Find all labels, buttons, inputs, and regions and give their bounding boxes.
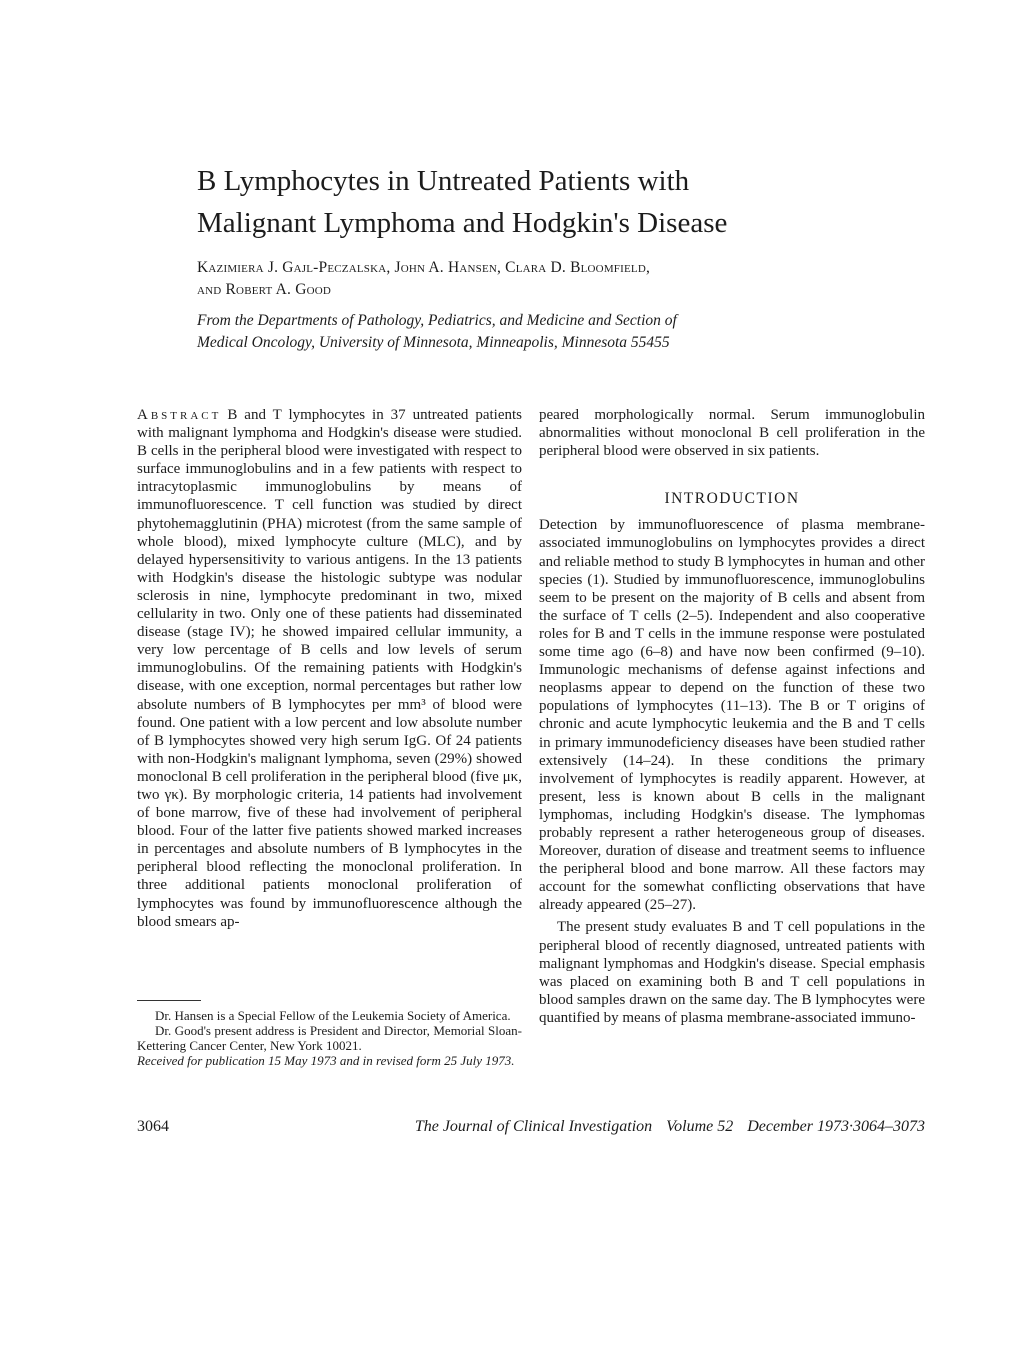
abstract-paragraph xyxy=(137,406,522,931)
affiliation-line-2: Medical Oncology, University of Minnesota, Minneapolis, Minnesota 55455 xyxy=(197,334,670,351)
running-footer xyxy=(361,1118,925,1136)
right-column xyxy=(539,406,925,1027)
footnote-hansen: Dr. Hansen is a Special Fellow of the Leukemia Society of America. xyxy=(155,1008,511,1023)
title-line-2: Malignant Lymphoma and Hodgkin's Disease xyxy=(197,207,728,239)
introduction-paragraph-2: The present study evaluates B and T cell populations in the peripheral blood of recently diagnosed, untreated patients with malignant lymphomas and Hodgkin's disease. Special emphasis was placed on examining both B and T cell populations in blood samples drawn on the same day. The B lymphocytes were quantified by means of plasma membrane-associated immuno- xyxy=(539,919,925,1026)
author-list xyxy=(197,257,797,301)
authors-line-2: and Robert A. Good xyxy=(197,281,332,298)
title-line-1: B Lymphocytes in Untreated Patients with xyxy=(197,165,690,197)
footnotes xyxy=(137,1008,522,1068)
affiliation xyxy=(197,310,837,354)
affiliation-line-1: From the Departments of Pathology, Pediatrics, and Medicine and Section of xyxy=(197,312,677,329)
authors-line-1: Kazimiera J. Gajl-Peczalska, John A. Hansen, Clara D. Bloomfield, xyxy=(197,259,651,276)
journal-date: December 1973·3064–3073 xyxy=(747,1118,925,1135)
left-column xyxy=(137,406,522,931)
journal-name: The Journal of Clinical Investigation xyxy=(414,1118,653,1135)
footnote-good: Dr. Good's present address is President and Director, Memorial Sloan-Kettering Cancer Center, New York 10021. xyxy=(137,1023,522,1053)
footnote-received: Received for publication 15 May 1973 and in revised form 25 July 1973. xyxy=(137,1053,515,1068)
introduction-heading: INTRODUCTION xyxy=(664,490,800,508)
footnote-rule xyxy=(137,1000,201,1001)
introduction-paragraph-1: Detection by immunofluorescence of plasma membrane-associated immunoglobulins on lymphocytes provides a direct and reliable method to study B lymphocytes in human and other species (1). Studied by immunofluorescence, immunoglobulins seem to be present on the majority of B cells and absent from the surface of T cells (2–5). Independent and also cooperative roles for B and T cells in the immune response were postulated some time ago (6–8) and have now been confirmed (9–10). Immunologic mechanisms of defense against infections and neoplasms appear to depend on the function of these two populations of lymphocytes (11–13). The B or T origins of chronic and acute lymphocytic leukemia and the B and T cells in primary immunodeficiency diseases have been studied rather extensively (14–24). In these conditions the primary involvement of lymphocytes is readily apparent. However, at present, less is known about B cells in the malignant lymphomas, including Hodgkin's disease. The lymphomas probably represent a rather heterogeneous group of diseases. Moreover, duration of disease and treatment seems to influence the peripheral blood and bone marrow. All these factors may account for the somewhat conflicting observations that have already appeared (25–27). xyxy=(539,517,925,914)
abstract-text: B and T lymphocytes in 37 untreated patients with malignant lymphoma and Hodgkin's disease were studied. B cells in the peripheral blood were investigated with respect to surface immunoglobulins and in a few patients with respect to intracytoplasmic immunoglobulins by means of immunofluorescence. T cell function was studied by direct phytohemagglutinin (PHA) microtest (from the same sample of whole blood), mixed lymphocyte culture (MLC), and by delayed hypersensitivity to various antigens. In the 13 patients with Hodgkin's disease the histologic subtype was nodular sclerosis in nine, lymphocyte predominant in two, mixed cellularity in two. Only one of these patients had disseminated disease (stage IV); he showed impaired cellular immunity, a very low percentage of B cells and low levels of serum immunoglobulins. Of the remaining patients with Hodgkin's disease, with one exception, normal percentages but rather low absolute numbers of B lymphocytes per mm³ of blood were found. One patient with a low percent and low absolute number of B lymphocytes showed very high serum IgG. Of 24 patients with non-Hodgkin's malignant lymphoma, seven (29%) showed monoclonal B cell proliferation in the peripheral blood (five μκ, two γκ). By morphologic criteria, 14 patients had involvement of bone marrow, five of these had involvement of peripheral blood. Four of the latter five patients showed marked increases in percentages and absolute numbers of B lymphocytes in the peripheral blood reflecting the monoclonal proliferation. In three additional patients monoclonal proliferation of lymphocytes was found by immunofluorescence although the blood smears ap- xyxy=(137,407,522,930)
abstract-continuation: peared morphologically normal. Serum immunoglobulin abnormalities without monoclonal B cell proliferation in the peripheral blood were observed in six patients. xyxy=(539,407,925,460)
page-number: 3064 xyxy=(137,1118,169,1135)
journal-volume: Volume 52 xyxy=(666,1118,734,1135)
abstract-label: Abstract xyxy=(137,407,222,423)
article-title xyxy=(197,160,897,244)
